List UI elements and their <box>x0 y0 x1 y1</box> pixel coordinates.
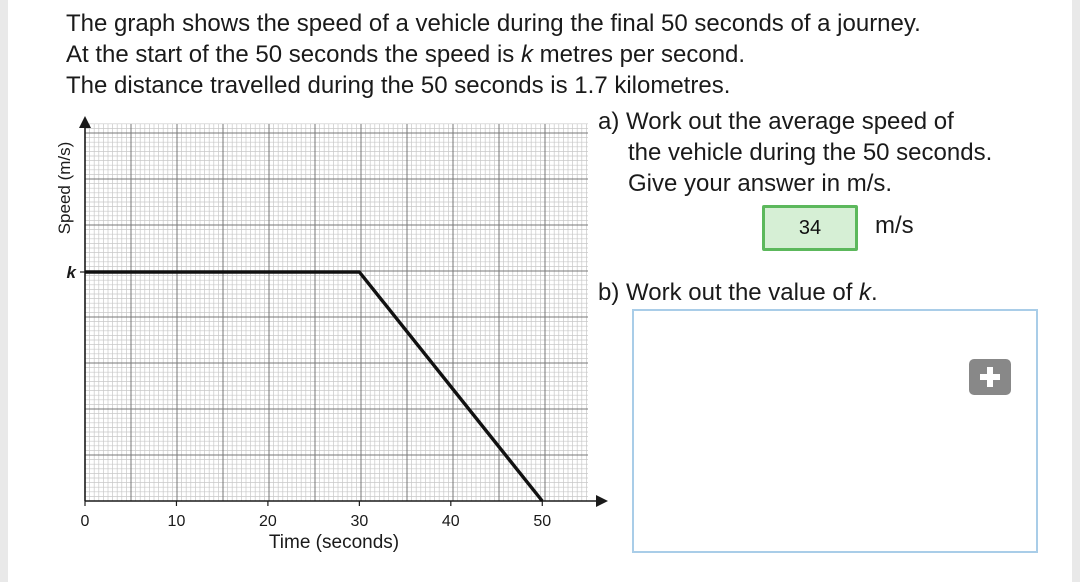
intro-line-2-end: metres per second. <box>532 41 746 68</box>
left-edge <box>0 0 8 582</box>
answer-a-field[interactable] <box>762 205 858 251</box>
intro-line-1: The graph shows the speed of a vehicle during the final 50 seconds of a journey. <box>66 10 921 37</box>
question-b <box>598 277 878 308</box>
question-b-prefix: b) <box>598 279 620 306</box>
x-tick-label: 10 <box>167 513 186 530</box>
plus-icon[interactable] <box>969 359 1011 395</box>
x-tick-label: 40 <box>441 513 460 530</box>
question-b-variable-k: k <box>859 279 872 306</box>
question-a-text-1: Work out the average speed of <box>626 108 954 135</box>
answer-b-workspace[interactable] <box>632 309 1038 553</box>
question-b-text: Work out the value of <box>626 279 860 306</box>
x-axis-arrow <box>596 495 608 507</box>
question-a <box>598 106 1068 199</box>
x-tick-label: 50 <box>533 513 552 530</box>
minor-gridlines <box>85 124 588 501</box>
question-a-line-2: the vehicle during the 50 seconds. <box>628 139 993 166</box>
question-a-prefix: a) <box>598 108 620 135</box>
variable-k: k <box>520 41 533 68</box>
speed-time-graph <box>40 112 620 560</box>
intro-line-2 <box>66 39 1056 70</box>
intro-line-2-start: At the start of the 50 seconds the speed is <box>66 41 521 68</box>
answer-a-unit: m/s <box>875 212 914 239</box>
question-b-period: . <box>871 279 878 306</box>
intro-line-3: The distance travelled during the 50 seconds is 1.7 kilometres. <box>66 72 731 99</box>
data-series <box>85 272 542 501</box>
y-axis-arrow <box>79 116 91 128</box>
y-tick-label-k: k <box>66 263 76 282</box>
question-a-line-1 <box>598 106 1068 137</box>
y-axis-label: Speed (m/s) <box>55 141 74 235</box>
speed-line <box>85 272 542 501</box>
question-intro <box>66 8 1056 101</box>
x-tick-label: 20 <box>259 513 277 530</box>
x-axis-label: Time (seconds) <box>268 532 400 553</box>
x-tick-label: 0 <box>80 513 90 530</box>
question-a-line-3: Give your answer in m/s. <box>628 170 893 197</box>
answer-a-value: 34 <box>798 216 822 239</box>
right-edge <box>1072 0 1080 582</box>
x-tick-label: 30 <box>350 513 369 530</box>
